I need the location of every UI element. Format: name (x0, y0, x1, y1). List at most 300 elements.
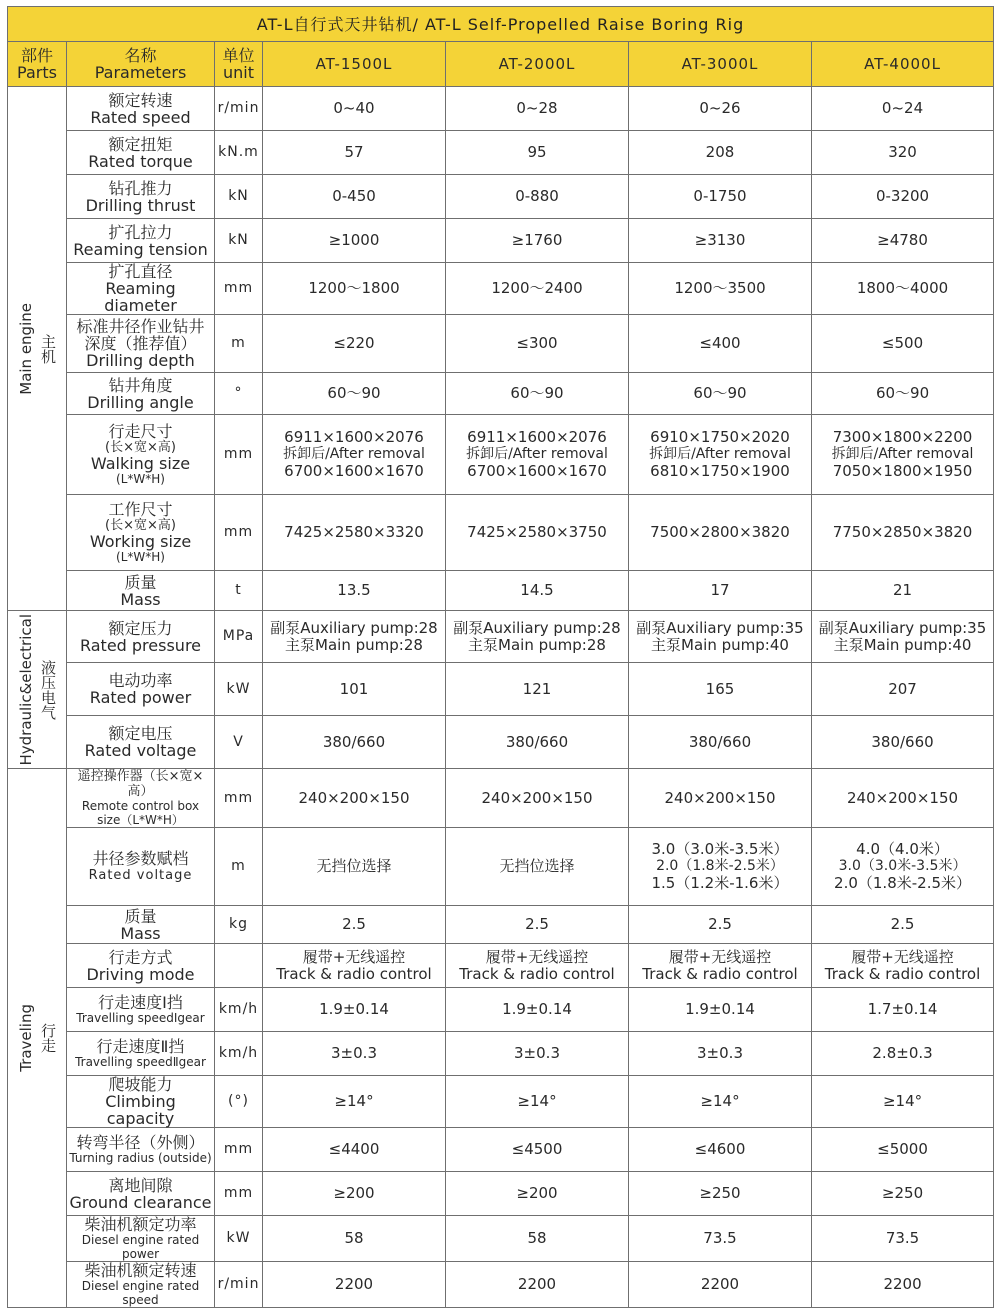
header-model-2: AT-2000L (446, 42, 629, 87)
value-cell (812, 87, 994, 131)
header-model-1: AT-1500L (263, 42, 446, 87)
value-cell (629, 87, 812, 131)
value-cell (629, 1216, 812, 1262)
value-line: 1.9±0.14 (319, 1000, 389, 1018)
parameter-zh-sub: (长×宽×高) (105, 518, 176, 533)
part-group-cell (8, 769, 67, 1308)
value-line: 主泵Main pump:28 (468, 635, 606, 654)
value-cell (446, 828, 629, 906)
parameter-en: Mass (120, 589, 161, 609)
parameter-zh: 柴油机额定功率 (84, 1215, 197, 1234)
value-line: ≥1760 (511, 231, 563, 249)
value-line: 2200 (517, 1275, 557, 1293)
parameter-zh: 额定转速 (108, 90, 173, 110)
parameter-cell (67, 663, 215, 716)
value-cell (629, 219, 812, 263)
value-cell (812, 1216, 994, 1262)
value-line: 副泵Auxiliary pump:28 (270, 618, 438, 637)
value-line: ≤220 (333, 334, 375, 352)
value-line: 1.7±0.14 (867, 1000, 938, 1018)
parameter-en: Rated torque (88, 151, 193, 171)
table-row (8, 219, 994, 263)
value-cell (629, 663, 812, 716)
value-line: 1200～2400 (491, 279, 583, 297)
parameter-cell (67, 219, 215, 263)
value-line: 58 (527, 1229, 547, 1247)
value-cell (629, 1128, 812, 1172)
value-line: Track & radio control (642, 964, 798, 983)
value-cell (812, 769, 994, 828)
value-line: 240×200×150 (664, 788, 776, 807)
value-cell (629, 1172, 812, 1216)
value-line: ≥200 (516, 1184, 558, 1202)
parameter-zh: 质量 (124, 572, 157, 592)
value-cell (629, 315, 812, 373)
value-line: 207 (888, 679, 917, 698)
parameter-zh: 质量 (124, 906, 157, 926)
value-cell (263, 944, 446, 988)
value-line: 17 (710, 581, 730, 599)
unit-cell: mm (215, 415, 263, 495)
parameter-cell (67, 906, 215, 944)
value-line: 主泵Main pump:40 (651, 635, 789, 654)
value-cell (629, 1032, 812, 1076)
value-cell (446, 175, 629, 219)
value-cell (446, 944, 629, 988)
value-line: 101 (339, 679, 369, 698)
value-line: 6810×1750×1900 (650, 462, 790, 480)
table-row (8, 1172, 994, 1216)
value-line: ≤4500 (511, 1140, 563, 1158)
value-line: 380/660 (505, 732, 569, 751)
value-cell (446, 1172, 629, 1216)
unit-cell: kW (215, 1216, 263, 1262)
value-line: 0~40 (333, 99, 375, 117)
value-cell (812, 219, 994, 263)
value-line: ≥14° (882, 1092, 923, 1110)
parameter-cell (67, 263, 215, 315)
value-line: ≥4780 (877, 231, 928, 249)
value-line: 6700×1600×1670 (467, 462, 607, 480)
value-line: 13.5 (337, 581, 371, 599)
parameter-zh-sub: (长×宽×高) (105, 440, 176, 455)
unit-cell: kg (215, 906, 263, 944)
parameter-en: Drilling depth (86, 351, 195, 370)
value-cell (263, 1172, 446, 1216)
value-line: 14.5 (520, 581, 554, 599)
value-cell (812, 415, 994, 495)
value-line: ≤4400 (328, 1140, 380, 1158)
value-line: 320 (888, 143, 917, 161)
value-cell (629, 769, 812, 828)
value-line: 2200 (883, 1275, 922, 1293)
table-row (8, 906, 994, 944)
part-group-en: Main engine (17, 302, 35, 395)
table-row (8, 1216, 994, 1262)
table-row (8, 495, 994, 571)
value-line: 60～90 (875, 384, 930, 402)
value-line: 73.5 (885, 1229, 920, 1247)
table-row (8, 769, 994, 828)
parameter-en: Rated power (89, 688, 192, 707)
value-line: 60～90 (693, 384, 747, 402)
header-parts-en: Parts (17, 63, 57, 82)
unit-cell: MPa (215, 611, 263, 663)
parameter-zh: 转弯半径（外侧） (76, 1133, 205, 1152)
part-group-label (10, 1004, 64, 1072)
parameter-cell (67, 571, 215, 611)
header-param-zh: 名称 (124, 46, 157, 65)
value-cell (629, 415, 812, 495)
value-line: 2.0（1.8米-2.5米） (656, 858, 784, 874)
value-line: 2200 (334, 1275, 374, 1293)
parameter-en: Walking size (90, 454, 191, 473)
value-line: 履带+无线遥控 (302, 947, 406, 966)
table-row (8, 828, 994, 906)
value-line: 240×200×150 (298, 788, 410, 807)
unit-cell: kN.m (215, 131, 263, 175)
value-cell (629, 906, 812, 944)
table-row (8, 131, 994, 175)
value-cell (629, 495, 812, 571)
value-cell (446, 263, 629, 315)
value-cell (812, 611, 994, 663)
parameter-en: Mass (120, 923, 161, 943)
part-group-label (10, 303, 64, 395)
parameter-cell (67, 1032, 215, 1076)
unit-cell: m (215, 315, 263, 373)
value-line: 380/660 (871, 732, 934, 751)
parameter-cell (67, 87, 215, 131)
value-line: 3±0.3 (697, 1044, 743, 1062)
value-line: 副泵Auxiliary pump:28 (453, 618, 621, 637)
parameter-zh: 钻井角度 (108, 375, 173, 395)
value-cell (263, 175, 446, 219)
value-cell (812, 828, 994, 906)
value-line: 无挡位选择 (499, 857, 575, 875)
parameter-en: Reaming tension (73, 239, 208, 259)
parameter-cell (67, 988, 215, 1032)
parameter-cell (67, 1172, 215, 1216)
value-line: 73.5 (703, 1229, 737, 1247)
value-cell (263, 663, 446, 716)
value-cell (812, 944, 994, 988)
parameter-zh: 行走方式 (108, 947, 173, 967)
table-row (8, 175, 994, 219)
table-row (8, 1128, 994, 1172)
value-line: ≤4600 (694, 1140, 746, 1158)
value-line: 6911×1600×2076 (467, 428, 607, 446)
parameter-cell (67, 373, 215, 415)
header-row (8, 42, 994, 87)
unit-cell: r/min (215, 87, 263, 131)
table-row (8, 611, 994, 663)
value-cell (446, 1262, 629, 1308)
value-line: Track & radio control (459, 964, 615, 983)
value-line: 2.5 (525, 915, 549, 933)
parameter-zh: 扩孔直径 (108, 262, 173, 281)
value-cell (263, 131, 446, 175)
value-line: 1200～1800 (308, 279, 400, 297)
parameter-en: Diesel engine rated speed (81, 1279, 200, 1307)
value-line: 无挡位选择 (316, 857, 392, 875)
value-line: Track & radio control (276, 964, 432, 983)
value-cell (263, 1032, 446, 1076)
parameter-cell (67, 1076, 215, 1128)
value-line: 21 (892, 581, 913, 599)
value-cell (629, 944, 812, 988)
parameter-cell (67, 131, 215, 175)
table-row (8, 1262, 994, 1308)
value-line: 3.0（3.0米-3.5米） (838, 858, 967, 874)
parameter-cell (67, 1262, 215, 1308)
value-line: 副泵Auxiliary pump:35 (636, 618, 804, 637)
parameter-cell (67, 828, 215, 906)
value-line: 2.5 (890, 915, 915, 933)
parameter-en: Rated voltage (84, 741, 197, 760)
table-row (8, 988, 994, 1032)
value-line: 2.0（1.8米-2.5米） (834, 874, 972, 892)
header-parameters (67, 42, 215, 87)
value-cell (812, 131, 994, 175)
unit-cell: kN (215, 175, 263, 219)
value-cell (812, 1032, 994, 1076)
header-parts-zh: 部件 (20, 46, 53, 65)
value-line: ≤400 (699, 334, 741, 352)
value-cell (812, 1262, 994, 1308)
parameter-cell (67, 1216, 215, 1262)
value-cell (629, 828, 812, 906)
unit-cell: mm (215, 495, 263, 571)
value-cell (446, 1076, 629, 1128)
unit-cell: mm (215, 1172, 263, 1216)
value-line: ≤300 (516, 334, 558, 352)
value-line: 6700×1600×1670 (284, 462, 424, 480)
value-line: 380/660 (688, 732, 752, 751)
parameter-zh: 行走速度Ⅱ挡 (96, 1037, 185, 1056)
unit-cell: ° (215, 373, 263, 415)
value-line: 1800～4000 (856, 279, 949, 297)
value-cell (446, 495, 629, 571)
value-line: ≥14° (700, 1092, 740, 1110)
value-cell (629, 175, 812, 219)
value-cell (812, 716, 994, 769)
unit-cell: km/h (215, 1032, 263, 1076)
value-cell (446, 415, 629, 495)
value-line: 0~26 (699, 99, 741, 117)
value-line: 121 (522, 679, 552, 698)
parameter-zh: 额定电压 (108, 724, 173, 743)
value-cell (263, 495, 446, 571)
parameter-en: Rated pressure (79, 635, 202, 655)
parameter-en: Drilling thrust (85, 195, 196, 215)
value-cell (263, 373, 446, 415)
value-line: ≥1000 (328, 231, 380, 249)
value-line: 3.0（3.0米-3.5米） (651, 840, 789, 858)
value-line: 拆卸后/After removal (283, 446, 425, 462)
table-row (8, 315, 994, 373)
value-cell (263, 1216, 446, 1262)
value-line: 2.5 (708, 915, 732, 933)
parameter-zh: 钻孔推力 (108, 178, 173, 198)
value-line: 58 (344, 1229, 364, 1247)
value-line: 拆卸后/After removal (466, 446, 608, 462)
value-line: 60～90 (327, 384, 381, 402)
value-cell (263, 571, 446, 611)
parameter-en: Climbing capacity (105, 1092, 176, 1128)
value-line: 7500×2800×3820 (650, 523, 790, 541)
unit-cell: mm (215, 769, 263, 828)
parameter-zh: 井径参数赋档 (92, 848, 189, 868)
value-line: ≥250 (699, 1184, 741, 1202)
table-title: AT-L自行式天井钻机/ AT-L Self-Propelled Raise Boring Rig (8, 7, 994, 42)
unit-cell: t (215, 571, 263, 611)
value-line: 3±0.3 (514, 1044, 560, 1062)
value-line: 副泵Auxiliary pump:35 (818, 618, 987, 637)
value-cell (812, 988, 994, 1032)
parameter-zh: 柴油机额定转速 (84, 1261, 197, 1280)
value-cell (446, 663, 629, 716)
value-cell (263, 611, 446, 663)
value-cell (263, 219, 446, 263)
parameter-zh: 爬坡能力 (108, 1075, 173, 1094)
parameter-en: Travelling speedⅡgear (75, 1055, 206, 1069)
table-row (8, 716, 994, 769)
parameter-cell (67, 1128, 215, 1172)
value-line: ≥3130 (694, 231, 746, 249)
parameter-cell (67, 611, 215, 663)
value-line: 208 (705, 143, 735, 161)
value-cell (812, 263, 994, 315)
unit-cell: mm (215, 263, 263, 315)
header-unit-en: unit (223, 63, 254, 82)
value-cell (812, 495, 994, 571)
header-parts (8, 42, 67, 87)
value-cell (812, 1128, 994, 1172)
value-line: ≤500 (881, 334, 924, 352)
parameter-cell (67, 769, 215, 828)
value-cell (812, 571, 994, 611)
value-line: 95 (527, 143, 547, 161)
unit-cell: r/min (215, 1262, 263, 1308)
value-line: 60～90 (510, 384, 564, 402)
value-cell (812, 1076, 994, 1128)
unit-cell: km/h (215, 988, 263, 1032)
value-cell (629, 716, 812, 769)
value-line: 240×200×150 (481, 788, 593, 807)
value-line: 3±0.3 (331, 1044, 377, 1062)
unit-cell: mm (215, 1128, 263, 1172)
table-row (8, 1032, 994, 1076)
value-line: 4.0（4.0米） (856, 840, 949, 858)
value-cell (629, 1262, 812, 1308)
parameter-zh: 扩孔拉力 (108, 222, 173, 242)
parameter-zh: 行走尺寸 (108, 422, 173, 441)
value-line: 57 (344, 143, 364, 161)
value-cell (446, 571, 629, 611)
value-cell (446, 1128, 629, 1172)
value-cell (263, 263, 446, 315)
value-cell (812, 373, 994, 415)
value-cell (629, 988, 812, 1032)
value-cell (629, 263, 812, 315)
value-cell (263, 315, 446, 373)
parameter-zh: 标准井径作业钻井深度（推荐值） (76, 317, 205, 353)
value-line: 6911×1600×2076 (284, 428, 424, 446)
unit-cell (215, 944, 263, 988)
parameter-zh: 行走速度Ⅰ挡 (98, 993, 183, 1012)
value-line: 履带+无线遥控 (851, 947, 954, 966)
parameter-en: Driving mode (86, 964, 195, 984)
value-cell (446, 1032, 629, 1076)
value-line: 1.9±0.14 (685, 1000, 755, 1018)
value-line: 240×200×150 (847, 788, 959, 807)
parameter-en: Ground clearance (69, 1192, 212, 1212)
parameter-en: Drilling angle (87, 392, 194, 412)
parameter-zh: 额定压力 (108, 618, 173, 638)
parameter-en: Diesel engine rated power (81, 1233, 200, 1261)
unit-cell: V (215, 716, 263, 769)
value-line: 0-880 (515, 187, 559, 205)
parameter-cell (67, 315, 215, 373)
value-cell (263, 906, 446, 944)
parameter-en: Travelling speedⅠgear (76, 1011, 205, 1025)
parameter-zh: 离地间隙 (108, 1175, 173, 1195)
part-group-zh: 液压电气 (39, 659, 57, 720)
value-cell (446, 716, 629, 769)
value-cell (812, 315, 994, 373)
value-cell (629, 373, 812, 415)
value-cell (263, 1128, 446, 1172)
value-cell (263, 716, 446, 769)
parameter-zh: 工作尺寸 (108, 500, 173, 519)
value-cell (263, 1262, 446, 1308)
value-line: 0~24 (881, 99, 924, 117)
value-cell (812, 663, 994, 716)
value-cell (629, 611, 812, 663)
unit-cell: kN (215, 219, 263, 263)
value-line: 拆卸后/After removal (649, 446, 791, 462)
value-cell (812, 175, 994, 219)
value-line: 7050×1800×1950 (832, 462, 973, 480)
value-line: ≥250 (881, 1184, 924, 1202)
spec-table (7, 6, 994, 1308)
value-line: 主泵Main pump:28 (285, 635, 423, 654)
value-line: 0-3200 (875, 187, 930, 205)
header-unit (215, 42, 263, 87)
parameter-en: Rated speed (90, 107, 191, 127)
unit-cell: m (215, 828, 263, 906)
table-row (8, 944, 994, 988)
value-line: 1200～3500 (674, 279, 766, 297)
spec-sheet (7, 6, 993, 1308)
value-line: 2200 (700, 1275, 740, 1293)
part-group-en: Traveling (17, 1004, 35, 1072)
value-line: 主泵Main pump:40 (833, 635, 972, 654)
value-cell (446, 87, 629, 131)
unit-cell: kW (215, 663, 263, 716)
parameter-zh: 额定扭矩 (108, 134, 173, 154)
value-line: 0-1750 (693, 187, 747, 205)
value-line: 0~28 (516, 99, 558, 117)
value-line: 7750×2850×3820 (832, 523, 973, 541)
parameter-cell (67, 495, 215, 571)
value-line: 7425×2580×3320 (284, 523, 424, 541)
table-row (8, 663, 994, 716)
table-row (8, 263, 994, 315)
part-group-zh: 主机 (39, 333, 57, 364)
value-line: 履带+无线遥控 (668, 947, 772, 966)
